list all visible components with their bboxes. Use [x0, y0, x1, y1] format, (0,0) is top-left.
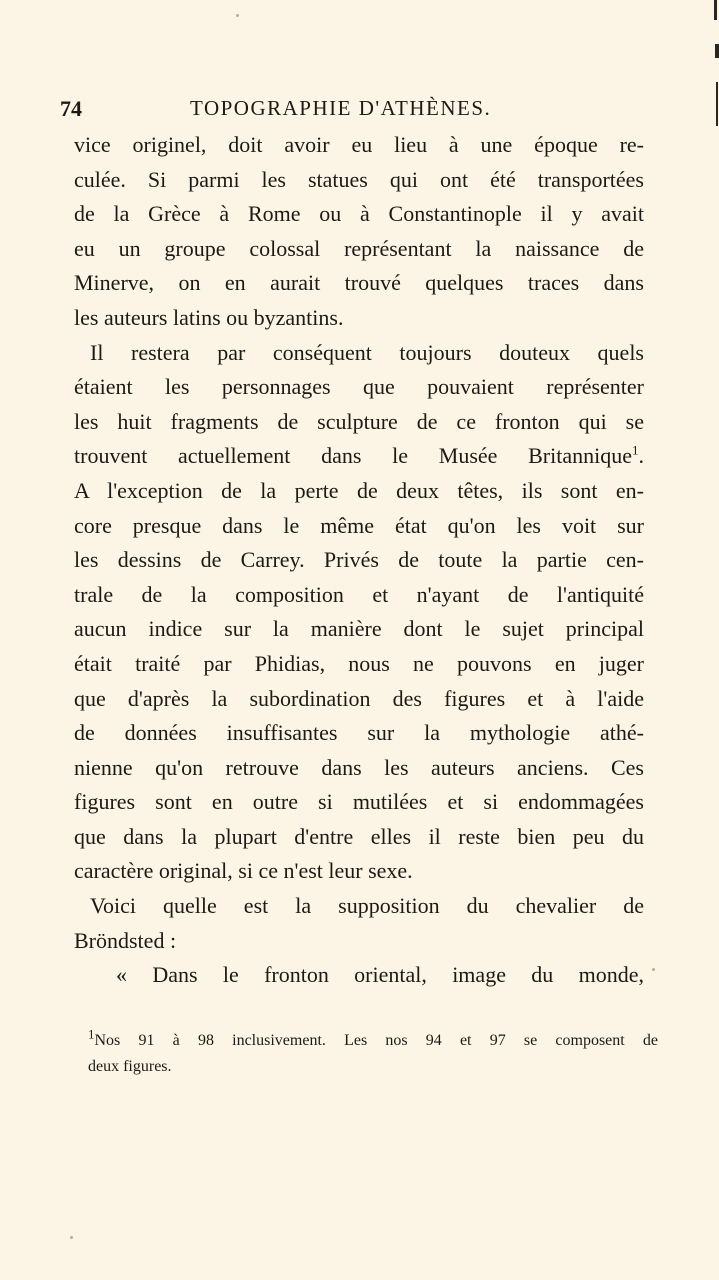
- page-number: 74: [60, 96, 82, 121]
- footnote-line: deux figures.: [88, 1058, 172, 1075]
- page-header: [60, 92, 660, 122]
- running-title: TOPOGRAPHIE D'ATHÈNES.: [190, 96, 492, 120]
- text-line: « Dans le fronton oriental, image du monde,: [116, 962, 644, 988]
- text-line: core presque dans le même état qu'on les voit sur: [74, 512, 644, 538]
- text-line: figures sont en outre si mutilées et si endommagées: [74, 789, 644, 815]
- text-line: nienne qu'on retrouve dans les auteurs anciens. Ces: [74, 754, 644, 780]
- text-line: caractère original, si ce n'est leur sexe.: [74, 858, 413, 884]
- text-line: culée. Si parmi les statues qui ont été transportées: [74, 166, 644, 192]
- text-line: était traité par Phidias, nous ne pouvons en juger: [74, 650, 644, 676]
- text-line: les dessins de Carrey. Privés de toute la partie cen-: [74, 547, 644, 573]
- text-line: Il restera par conséquent toujours douteux quels: [90, 339, 644, 365]
- text-line: de la Grèce à Rome ou à Constantinople il y avait: [74, 201, 644, 227]
- footnote: [88, 1028, 658, 1080]
- footnote-text: Nos 91 à 98 inclusivement. Les nos 94 et 97 se composent de: [94, 1032, 658, 1049]
- text-line: étaient les personnages que pouvaient représenter: [74, 374, 644, 400]
- text-line: que dans la plupart d'entre elles il reste bien peu du: [74, 823, 644, 849]
- text-line: Bröndsted :: [74, 927, 177, 953]
- text-line: eu un groupe colossal représentant la naissance de: [74, 235, 644, 261]
- footnote-line: [88, 1028, 658, 1054]
- text-line: que d'après la subordination des figures et à l'aide: [74, 685, 644, 711]
- text-line: A l'exception de la perte de deux têtes, ils sont en-: [74, 477, 644, 503]
- paper-speck: [236, 14, 239, 17]
- text-line: de données insuffisantes sur la mythologie athé-: [74, 720, 644, 746]
- text-line: vice originel, doit avoir eu lieu à une époque re-: [74, 132, 644, 157]
- footnote-reference-suffix: .: [638, 443, 644, 469]
- body-text: [74, 128, 644, 993]
- text-line-content: trouvent actuellement dans le Musée Britannique: [74, 443, 632, 469]
- paper-speck: [70, 1236, 73, 1239]
- text-line: les huit fragments de sculpture de ce fronton qui se: [74, 408, 644, 434]
- text-line: trale de la composition et n'ayant de l'antiquité: [74, 581, 644, 607]
- text-line: aucun indice sur la manière dont le sujet principal: [74, 616, 644, 642]
- text-line: les auteurs latins ou byzantins.: [74, 304, 344, 330]
- text-line-with-footnote-ref: [74, 439, 644, 474]
- paper-speck: [652, 968, 655, 971]
- page-edge-mark-middle: [716, 82, 718, 126]
- footnote-reference[interactable]: 1: [632, 443, 639, 459]
- page-edge-mark-top: [714, 0, 717, 20]
- page-edge-mark-upper: [715, 44, 719, 58]
- text-line: Voici quelle est la supposition du chevalier de: [90, 893, 644, 919]
- footnote-marker: 1: [88, 1026, 95, 1042]
- text-line: Minerve, on en aurait trouvé quelques traces dans: [74, 270, 644, 296]
